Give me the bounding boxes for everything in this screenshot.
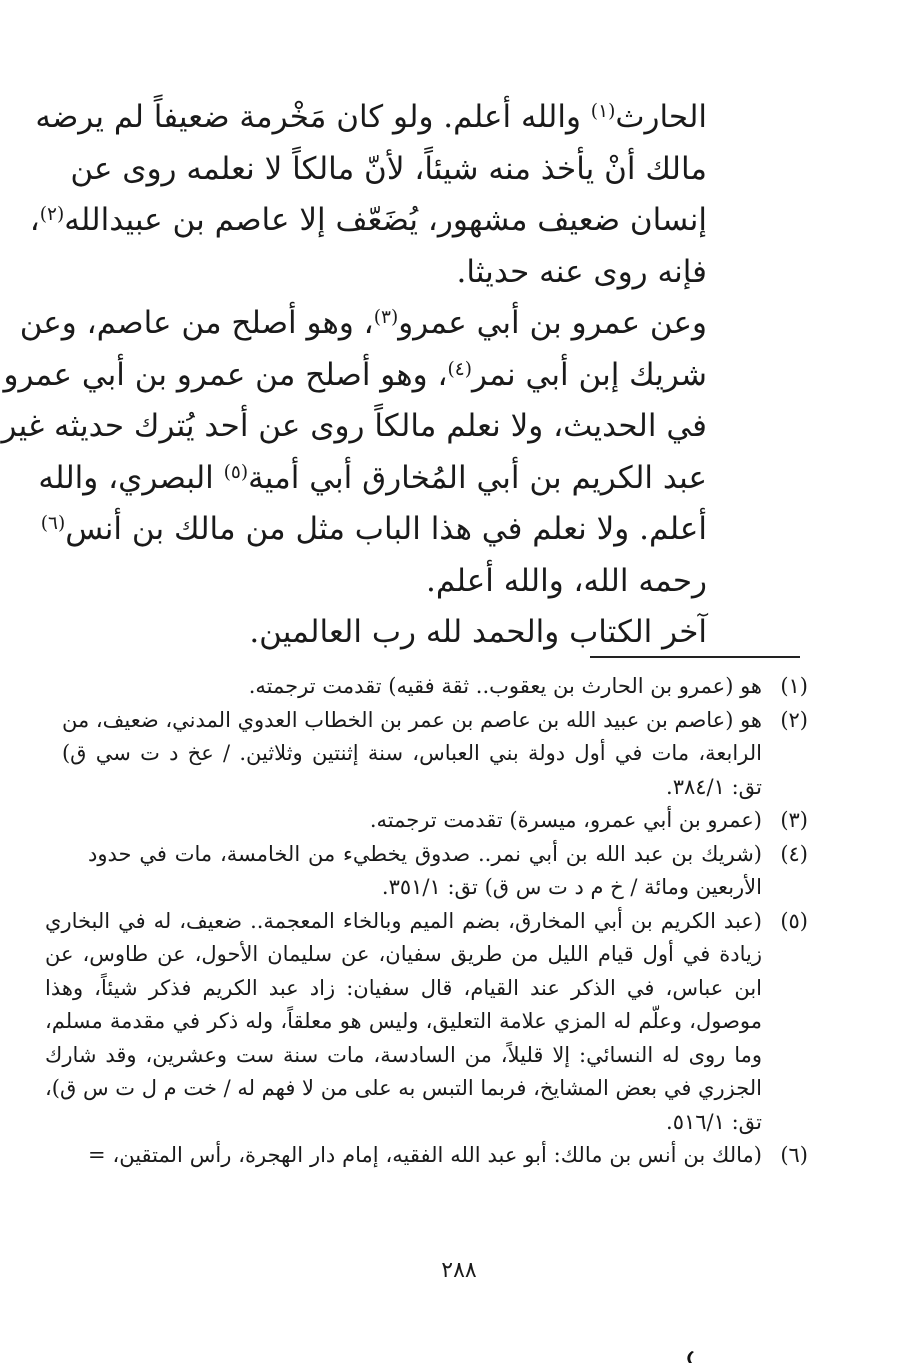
footnote-line: تق: ٥١٦/١. <box>666 1109 762 1134</box>
page-number: ٢٨٨ <box>441 1258 477 1283</box>
footnotes <box>45 670 808 1173</box>
main-line: مالك أنْ يأخذ منه شيئاً، لأنّ مالكاً لا نعلمه روى عن <box>70 150 707 187</box>
main-line: عبد الكريم بن أبي المُخارق أبي أمية$^{(٥)}$ البصري، والله <box>38 459 707 496</box>
footnote-line: الجزري في بعض المشايخ، فربما التبس به على من لا فهم له / خت م ل ت س ق)، <box>45 1076 762 1100</box>
footnote-separator <box>590 656 800 658</box>
footnote-ref-5[interactable]: (٥) <box>223 461 249 483</box>
footnote-2 <box>61 704 808 805</box>
main-line: رحمه الله، والله أعلم. <box>426 562 707 599</box>
footnote-line: وما روى له النسائي: إلا قليلاً، من السادسة، مات سنة ست وعشرين، وقد شارك <box>45 1042 762 1067</box>
footnote-line: (عبد الكريم بن أبي المخارق، بضم الميم وبالخاء المعجمة.. ضعيف، له في البخاري <box>45 908 762 933</box>
footnote-number: (٣) <box>780 808 808 832</box>
scan-mark <box>683 1350 695 1364</box>
footnote-body <box>88 1139 762 1173</box>
footnote-line: الرابعة، مات في أول دولة بني العباس، سنة إثنتين وثلاثين. / عخ د ت سي ق) <box>61 741 762 765</box>
footnote-line: الأربعين ومائة / خ م د ت س ق) تق: ٣٥١/١. <box>381 875 762 899</box>
footnote-line: ابن عباس، في الذكر عند القيام، قال سفيان: زاد عبد الكريم فذكر شيئاً، وهذا <box>45 975 762 1000</box>
footnote-body <box>45 905 762 1140</box>
footnote-line: (شريك بن عبد الله بن أبي نمر.. صدوق يخطيء من الخامسة، مات في حدود <box>88 841 762 866</box>
footnote-number: (١) <box>780 674 808 698</box>
footnote-line: هو (عاصم بن عبيد الله بن عاصم بن عمر بن الخطاب العدوي المدني، ضعيف، من <box>61 707 762 732</box>
footnote-number: (٦) <box>780 1143 808 1167</box>
footnote-line: موصول، وعلّم له المزي علامة التعليق، وليس هو معلقاً، وله ذكر في مقدمة مسلم، <box>45 1009 762 1033</box>
footnote-body <box>88 804 762 838</box>
footnote-6 <box>88 1139 808 1173</box>
footnote-body <box>88 670 762 704</box>
footnote-line: تق: ٣٨٤/١. <box>666 774 762 799</box>
footnote-ref-3[interactable]: (٣) <box>373 306 399 328</box>
footnote-line: (مالك بن أنس بن مالك: أبو عبد الله الفقيه، إمام دار الهجرة، رأس المتقين، = <box>88 1143 762 1167</box>
main-line: في الحديث، ولا نعلم مالكاً روى عن أحد يُترك حديثه غير <box>1 408 707 444</box>
footnote-line: هو (عمرو بن الحارث بن يعقوب.. ثقة فقيه) تقدمت ترجمته. <box>248 674 762 698</box>
footnote-ref-6[interactable]: (٦) <box>40 512 66 534</box>
footnote-ref-4[interactable]: (٤) <box>447 358 473 380</box>
main-line: إنسان ضعيف مشهور، يُضَعّف إلا عاصم بن عبيدالله$^{(٢)}$، <box>29 202 707 238</box>
footnote-5 <box>45 905 808 1140</box>
main-line: آخر الكتاب والحمد لله رب العالمين. <box>249 614 707 650</box>
footnote-1 <box>88 670 808 704</box>
footnote-number: (٢) <box>780 707 808 732</box>
footnote-line: (عمرو بن أبي عمرو، ميسرة) تقدمت ترجمته. <box>369 808 762 832</box>
footnote-line: زيادة في أول قيام الليل من طريق سفيان، عن سليمان الأحول، عن طاوس، عن <box>45 942 762 966</box>
main-line: أعلم. ولا نعلم في هذا الباب مثل من مالك بن أنس$^{(٦)}$ <box>40 511 707 547</box>
footnote-body <box>62 704 762 805</box>
footnote-3 <box>88 804 808 838</box>
main-line: فإنه روى عنه حديثا. <box>456 253 707 290</box>
footnote-number: (٥) <box>780 908 808 933</box>
footnote-ref-2[interactable]: (٢) <box>39 203 65 225</box>
main-line: الحارث$^{(١)}$ والله أعلم. ولو كان مَخْرمة ضعيفاً لم يرضه <box>35 99 707 135</box>
footnote-ref-1[interactable]: (١) <box>590 100 616 122</box>
main-text <box>1 92 707 659</box>
main-line: وعن عمرو بن أبي عمرو$^{(٣)}$، وهو أصلح من عاصم، وعن <box>19 305 707 341</box>
main-line: شريك إبن أبي نمر$^{(٤)}$، وهو أصلح من عمرو بن أبي عمرو <box>3 356 707 393</box>
footnote-number: (٤) <box>780 841 808 866</box>
footnote-body <box>88 838 762 905</box>
footnote-4 <box>88 838 808 905</box>
